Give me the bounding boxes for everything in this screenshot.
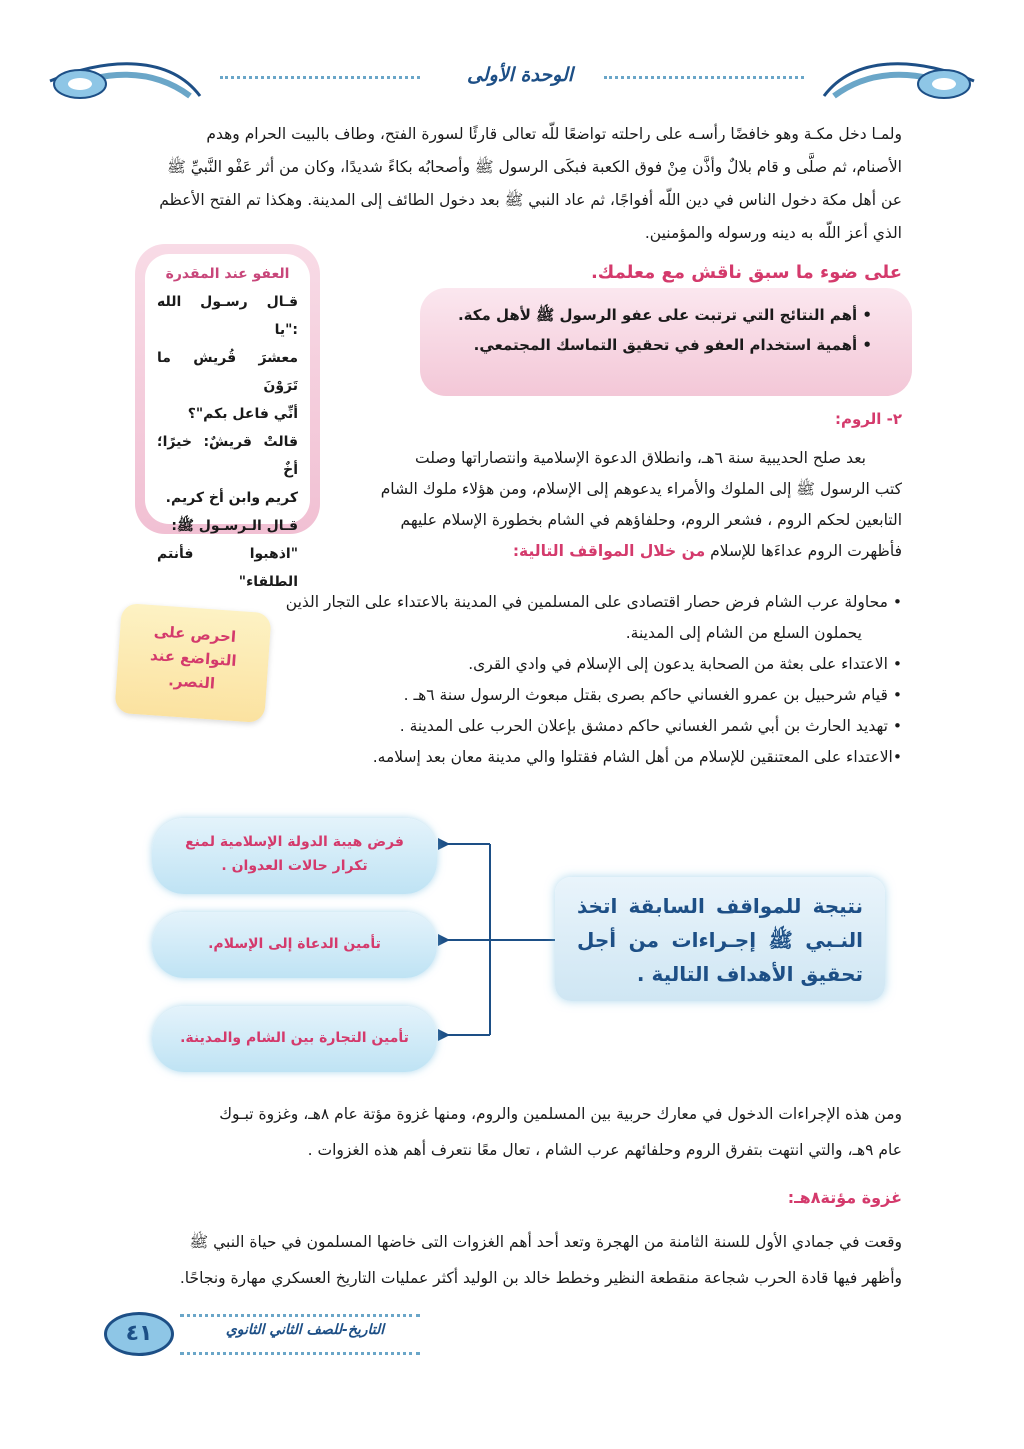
list-item: •الاعتداء على المعتنقين للإسلام من أهل الشام فقتلوا والي مدينة معان بعد إسلامه.	[372, 748, 902, 766]
ornament-left-icon	[40, 56, 210, 106]
outcome-main-box: نتيجة للمواقف السابقة اتخذ النـبي ﷺ إجـراءات من أجل تحقيق الأهداف التالية .	[555, 877, 885, 1001]
sidebar-line: قـال رسـول الله :"يا	[157, 294, 298, 338]
sidebar-line: معشرَ قُريش ما تَرَوْنَ	[157, 350, 298, 394]
rum-line: كتب الرسول ﷺ إلى الملوك والأمراء يدعوهم إلى الإسلام، ومن هؤلاء ملوك الشام	[380, 480, 902, 498]
unit-title: الوحدة الأولى	[466, 64, 574, 86]
footer-text: التاريخ-للصف الثاني الثانوي	[225, 1322, 385, 1338]
footer-dots-bottom	[180, 1352, 420, 1355]
section-heading-rum: ٢- الروم:	[834, 410, 902, 428]
intro-paragraph	[122, 118, 902, 250]
outcome-box-preachers: تأمين الدعاة إلى الإسلام.	[152, 912, 437, 978]
note-line: النصر.	[167, 671, 216, 693]
header-dots-right	[604, 76, 804, 79]
list-item: • قيام شرحبيل بن عمرو الغساني حاكم بصرى بقتل مبعوث الرسول سنة ٦هـ .	[403, 686, 902, 704]
discuss-item: • أهم النتائج التي ترتبت على عفو الرسول ﷺ لأهل مكة.	[457, 306, 872, 324]
ornament-right-icon	[814, 56, 984, 106]
intro-line: الأصنام، ثم صلَّى و قام بلالٌ وأذَّن مِنْ فوق الكعبة فبكَى الرسول ﷺ وأصحابُه بكاءً شديدًا، وكان من أثر عَفْو النَّبيِّ ﷺ	[167, 158, 902, 176]
rum-last-start: فأظهرت الروم عداءَها للإسلام	[705, 542, 902, 560]
outcome-box-trade: تأمين التجارة بين الشام والمدينة.	[152, 1006, 437, 1072]
list-item-cont: يحملون السلع من الشام إلى المدينة.	[625, 624, 862, 642]
sidebar-heading: العفو عند المقدرة	[165, 266, 290, 282]
note-line: احرص على	[153, 622, 237, 646]
battles-line: عام ٩هـ، والتي انتهت بتفرق الروم وحلفائهم عرب الشام ، تعال معًا نتعرف أهم هذه الغزوات .	[307, 1141, 902, 1159]
diagram-connector	[438, 830, 558, 1070]
sidebar-line: "اذهبوا فأنتم الطلقاء"	[157, 546, 298, 590]
rum-line: بعد صلح الحديبية سنة ٦هـ، وانطلاق الدعوة الإسلامية وانتصاراتها وصلت	[415, 449, 866, 467]
sidebar-line: أنِّي فاعل بكم"؟	[187, 406, 298, 422]
section-heading-muta: غزوة مؤتة٨هـ:	[787, 1188, 902, 1207]
footer-dots-top	[180, 1314, 420, 1317]
intro-line: ولمـا دخل مكـة وهو خافضًا رأسـه على راحلته تواضعًا للّه تعالى قارئًا لسورة الفتح، وطاف بالبيت الحرام وهدم	[206, 125, 902, 143]
rum-line: التابعين لحكم الروم ، فشعر الروم، وحلفاؤهم في الشام بخطورة الإسلام عليهم	[400, 511, 902, 529]
note-line: التواضع عند	[149, 646, 238, 671]
forgiveness-sidebar	[135, 244, 320, 590]
sidebar-line: قـال الـرسـول ﷺ:	[171, 518, 298, 534]
outcome-box-deterrence: فرض هيبة الدولة الإسلامية لمنع تكرار حالات العدوان .	[152, 818, 437, 894]
battles-line: ومن هذه الإجراءات الدخول في معارك حربية بين المسلمين والروم، ومنها غزوة مؤتة عام ٨هـ، وغزوة تبـوك	[219, 1105, 902, 1123]
discuss-item: • أهمية استخدام العفو في تحقيق التماسك المجتمعي.	[473, 336, 872, 354]
list-item: • الاعتداء على بعثة من الصحابة يدعون إلى الإسلام في وادي القرى.	[468, 655, 902, 673]
rum-line-last	[322, 536, 902, 567]
muta-line: وقعت في جمادي الأول للسنة الثامنة من الهجرة وتعد أحد أهم الغزوات التى خاضها المسلمون في حياة النبي ﷺ	[189, 1233, 902, 1251]
sidebar-line: كريم وابن أخ كريم.	[165, 490, 298, 506]
muta-paragraph	[122, 1224, 902, 1296]
header-dots-left	[220, 76, 420, 79]
muta-line: وأظهر فيها قادة الحرب شجاعة منقطعة النظير وخطط خالد بن الوليد أكثر عمليات التاريخ العسكري مهارة ونجاحًا.	[179, 1269, 902, 1287]
sidebar-line: قالتْ قريشٌ: خيرًا؛ أخٌ	[157, 434, 298, 478]
rum-last-highlight-a: من خلال	[639, 542, 706, 560]
intro-line: الذي أعز اللّه به دينه ورسوله والمؤمنين.	[644, 224, 902, 242]
rum-paragraph	[322, 443, 902, 567]
page-number: ٤١	[104, 1312, 174, 1356]
battles-paragraph	[122, 1096, 902, 1168]
discuss-box	[420, 288, 912, 396]
rum-last-highlight-b: المواقف التالية:	[512, 542, 640, 560]
list-item: • محاولة عرب الشام فرض حصار اقتصادى على المسلمين في المدينة بالاعتداء على التجار الذين	[285, 593, 902, 611]
list-item: • تهديد الحارث بن أبي شمر الغساني حاكم دمشق بإعلان الحرب على المدينة .	[399, 717, 902, 735]
intro-line: عن أهل مكة دخول الناس في دين اللّه أفواجًا، ثم عاد النبي ﷺ بعد دخول الطائف إلى المدينة. وهكذا تم الفتح الأعظم	[159, 191, 902, 209]
humility-note	[114, 603, 271, 723]
discuss-title: على ضوء ما سبق ناقش مع معلمك.	[590, 262, 902, 283]
page-header	[40, 52, 984, 112]
